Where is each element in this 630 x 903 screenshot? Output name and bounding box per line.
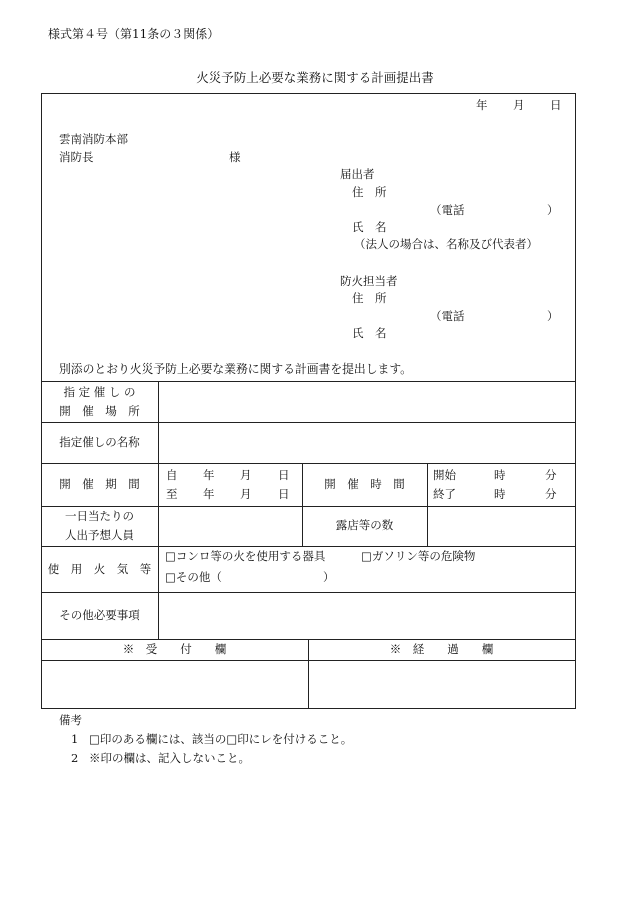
time-column-divider [427, 463, 428, 546]
applicant-address-label: 住 所 [352, 185, 387, 199]
date-year: 年 [476, 98, 488, 112]
checkbox-icon[interactable]: □ [165, 570, 176, 584]
fire-option-2-label: ガソリン等の危険物 [371, 549, 476, 563]
applicant-phone-open: （電話 [430, 203, 465, 217]
period-to-month: 月 [240, 487, 252, 501]
fire-officer-name-label: 氏 名 [352, 326, 387, 340]
stalls-label: 露店等の数 [335, 518, 394, 532]
fire-option-3-label: その他（ [175, 570, 222, 584]
progress-label: ※ 経 過 欄 [389, 642, 494, 656]
fire-option-3-close: ） [323, 570, 335, 584]
applicant-corporate-note: （法人の場合は、名称及び代表者） [354, 237, 538, 251]
event-name-label: 指定催しの名称 [59, 435, 140, 449]
other-label: その他必要事項 [59, 608, 140, 622]
applicant-name-label: 氏 名 [352, 220, 387, 234]
fire-officer-address-label: 住 所 [352, 291, 387, 305]
date-month: 月 [513, 98, 525, 112]
fire-officer-phone-open: （電話 [430, 309, 465, 323]
period-column-divider [302, 463, 303, 546]
note-1-text: □印のある欄には、該当の□印にレを付けること。 [89, 732, 353, 746]
checkbox-icon[interactable]: □ [361, 549, 372, 563]
checkbox-icon[interactable]: □ [165, 549, 176, 563]
time-end-hour: 時 [494, 487, 506, 501]
fire-officer-phone-close: ） [547, 309, 559, 323]
applicant-phone-close: ） [547, 203, 559, 217]
frame-right-border [575, 93, 576, 709]
time-end-minute: 分 [545, 487, 557, 501]
note-1-number: 1 [71, 732, 79, 746]
period-from-month: 月 [240, 468, 252, 482]
venue-label-line1: 指 定 催 し の [63, 385, 136, 399]
table-row-line [41, 506, 576, 507]
attendance-label-line1: 一日当たりの [65, 509, 134, 523]
frame-bottom-border [41, 708, 576, 709]
form-number: 様式第４号（第11条の３関係） [48, 27, 220, 41]
fire-officer-heading: 防火担当者 [340, 274, 398, 288]
addressee-chief: 消防長 [59, 150, 94, 164]
period-to-year: 年 [203, 487, 215, 501]
date-day: 日 [550, 98, 562, 112]
venue-label-line2: 開 催 場 所 [59, 404, 140, 418]
time-label: 開 催 時 間 [324, 477, 405, 491]
time-end: 終了 [433, 487, 456, 501]
attendance-label-line2: 人出予想人員 [65, 528, 134, 542]
note-2-number: 2 [71, 751, 79, 765]
notes-heading: 備考 [59, 713, 82, 727]
addressee-honorific: 様 [229, 150, 241, 164]
period-from: 自 [166, 468, 178, 482]
document-title: 火災予防上必要な業務に関する計画提出書 [196, 70, 434, 85]
time-start-minute: 分 [545, 468, 557, 482]
fire-option-1-label: コンロ等の火を使用する器具 [175, 549, 326, 563]
table-row-line [41, 592, 576, 593]
period-from-year: 年 [203, 468, 215, 482]
period-label: 開 催 期 間 [59, 477, 140, 491]
table-top-line [41, 381, 576, 382]
note-2-text: ※印の欄は、記入しないこと。 [89, 751, 250, 765]
applicant-heading: 届出者 [340, 167, 375, 181]
addressee-agency: 雲南消防本部 [59, 132, 128, 146]
period-to: 至 [166, 487, 178, 501]
period-to-day: 日 [278, 487, 290, 501]
fire-option-3[interactable] [165, 572, 222, 584]
frame-top-border [41, 93, 576, 94]
fire-option-1[interactable] [165, 551, 325, 563]
fire-option-2[interactable] [361, 551, 475, 563]
table-row-line [41, 546, 576, 547]
time-start-hour: 時 [494, 468, 506, 482]
submission-statement: 別添のとおり火災予防上必要な業務に関する計画書を提出します。 [59, 362, 412, 376]
fire-use-label: 使 用 火 気 等 [47, 562, 152, 576]
table-row-line [41, 463, 576, 464]
label-column-divider [158, 381, 159, 639]
time-start: 開始 [433, 468, 456, 482]
reception-label: ※ 受 付 欄 [122, 642, 227, 656]
table-row-line [41, 422, 576, 423]
period-from-day: 日 [278, 468, 290, 482]
